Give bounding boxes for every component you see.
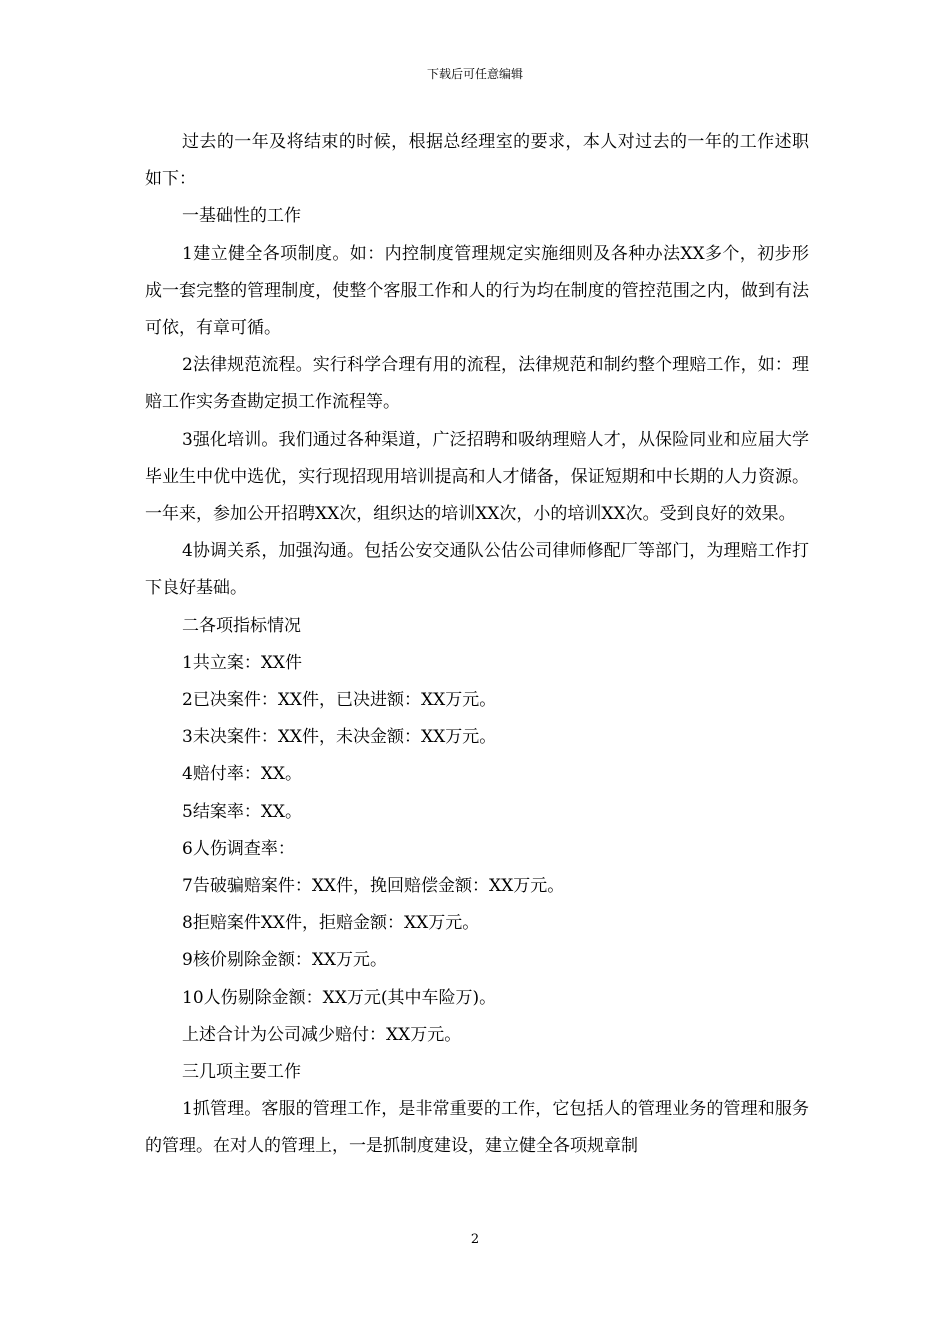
list-item: 9核价剔除金额：XX万元。	[182, 950, 388, 971]
list-item: 10人伤剔除金额：XX万元(其中车险万)。	[182, 987, 497, 1008]
section-heading-3: 三几项主要工作	[182, 1062, 301, 1083]
paragraph-item: 2法律规范流程。实行科学合理有用的流程，法律规范和制约整个理赔工作，如：理赔工作实务查勘定损工作流程等。	[145, 355, 809, 413]
list-item: 2已决案件：XX件，已决进额：XX万元。	[182, 690, 497, 711]
paragraph-item: 1抓管理。客服的管理工作，是非常重要的工作，它包括人的管理业务的管理和服务的管理。在对人的管理上，一是抓制度建设，建立健全各项规章制	[145, 1099, 809, 1157]
list-item: 1共立案：XX件	[182, 652, 303, 673]
paragraph-intro: 过去的一年及将结束的时候，根据总经理室的要求，本人对过去的一年的工作述职如下：	[145, 132, 809, 190]
summary-line: 上述合计为公司减少赔付：XX万元。	[182, 1024, 462, 1045]
page-number: 2	[470, 1232, 480, 1247]
document-body	[145, 124, 809, 1166]
section-heading-1: 一基础性的工作	[182, 206, 301, 227]
page-header: 下载后可任意编辑	[426, 67, 523, 81]
list-item: 8拒赔案件XX件，拒赔金额：XX万元。	[182, 913, 480, 934]
list-item: 4赔付率：XX。	[182, 764, 303, 785]
paragraph-item: 3强化培训。我们通过各种渠道，广泛招聘和吸纳理赔人才，从保险同业和应届大学毕业生中优中选优，实行现招现用培训提高和人才储备，保证短期和中长期的人力资源。一年来，参加公开招聘XX次，组织达的培训XX次，小的培训XX次。受到良好的效果。	[145, 429, 809, 525]
list-item: 6人伤调查率：	[182, 838, 295, 859]
section-heading-2: 二各项指标情况	[182, 615, 301, 636]
list-item: 7告破骗赔案件：XX件，挽回赔偿金额：XX万元。	[182, 876, 565, 897]
paragraph-item: 4协调关系，加强沟通。包括公安交通队公估公司律师修配厂等部门，为理赔工作打下良好基础。	[145, 541, 809, 599]
paragraph-item: 1建立健全各项制度。如：内控制度管理规定实施细则及各种办法XX多个，初步形成一套完整的管理制度，使整个客服工作和人的行为均在制度的管控范围之内，做到有法可依，有章可循。	[145, 243, 809, 339]
list-item: 5结案率：XX。	[182, 801, 303, 822]
list-item: 3未决案件：XX件，未决金额：XX万元。	[182, 727, 497, 748]
